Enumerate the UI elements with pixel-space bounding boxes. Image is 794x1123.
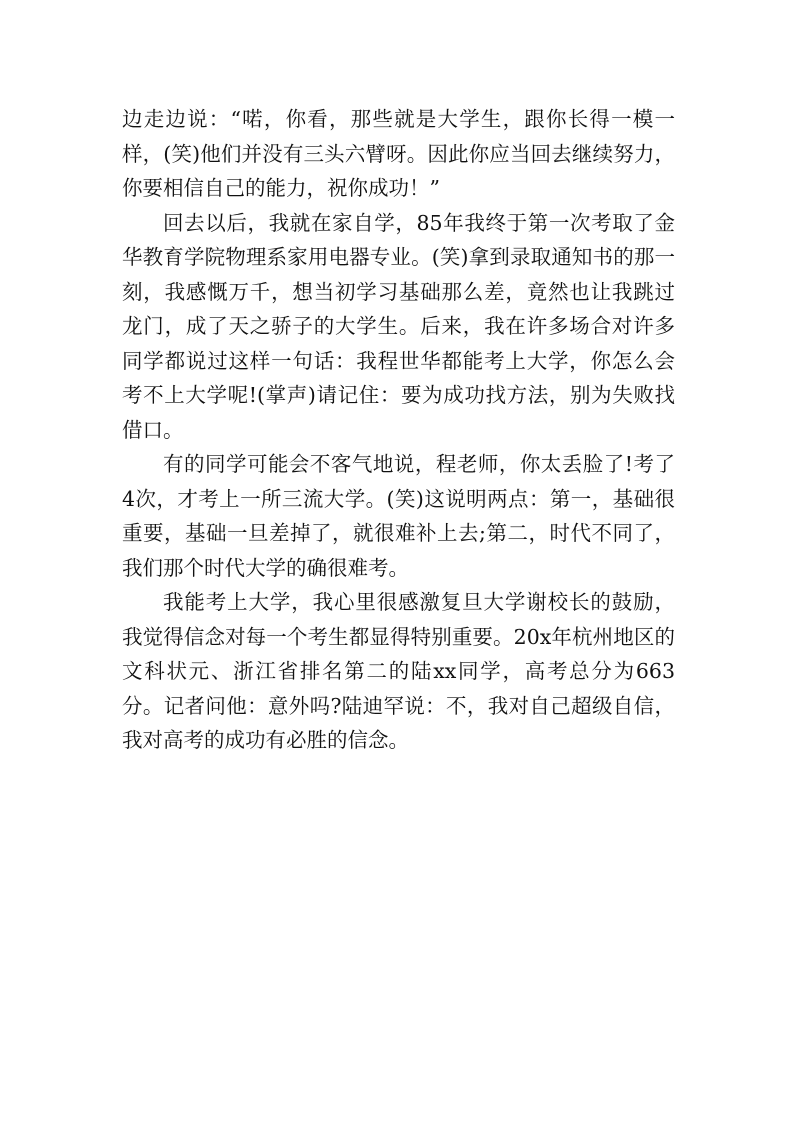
body-text xyxy=(122,102,675,758)
paragraph-1: 边走边说：“喏，你看，那些就是大学生，跟你长得一模一样，(笑)他们并没有三头六臂呀。因此你应当回去继续努力，你要相信自己的能力，祝你成功！” xyxy=(122,107,675,200)
paragraph-3: 有的同学可能会不客气地说，程老师，你太丢脸了!考了4次，才考上一所三流大学。(笑)这说明两点：第一，基础很重要，基础一旦差掉了，就很难补上去;第二，时代不同了，我们那个时代大学的确很难考。 xyxy=(122,452,675,580)
paragraph-2: 回去以后，我就在家自学，85年我终于第一次考取了金华教育学院物理系家用电器专业。(笑)拿到录取通知书的那一刻，我感慨万千，想当初学习基础那么差，竟然也让我跳过龙门，成了天之骄子的大学生。后来，我在许多场合对许多同学都说过这样一句话：我程世华都能考上大学，你怎么会考不上大学呢!(掌声)请记住：要为成功找方法，别为失败找借口。 xyxy=(122,210,675,442)
paragraph-4: 我能考上大学，我心里很感激复旦大学谢校长的鼓励，我觉得信念对每一个考生都显得特别重要。20x年杭州地区的文科状元、浙江省排名第二的陆xx同学，高考总分为663分。记者问他：意外吗?陆迪罕说：不，我对自己超级自信，我对高考的成功有必胜的信念。 xyxy=(122,590,675,752)
